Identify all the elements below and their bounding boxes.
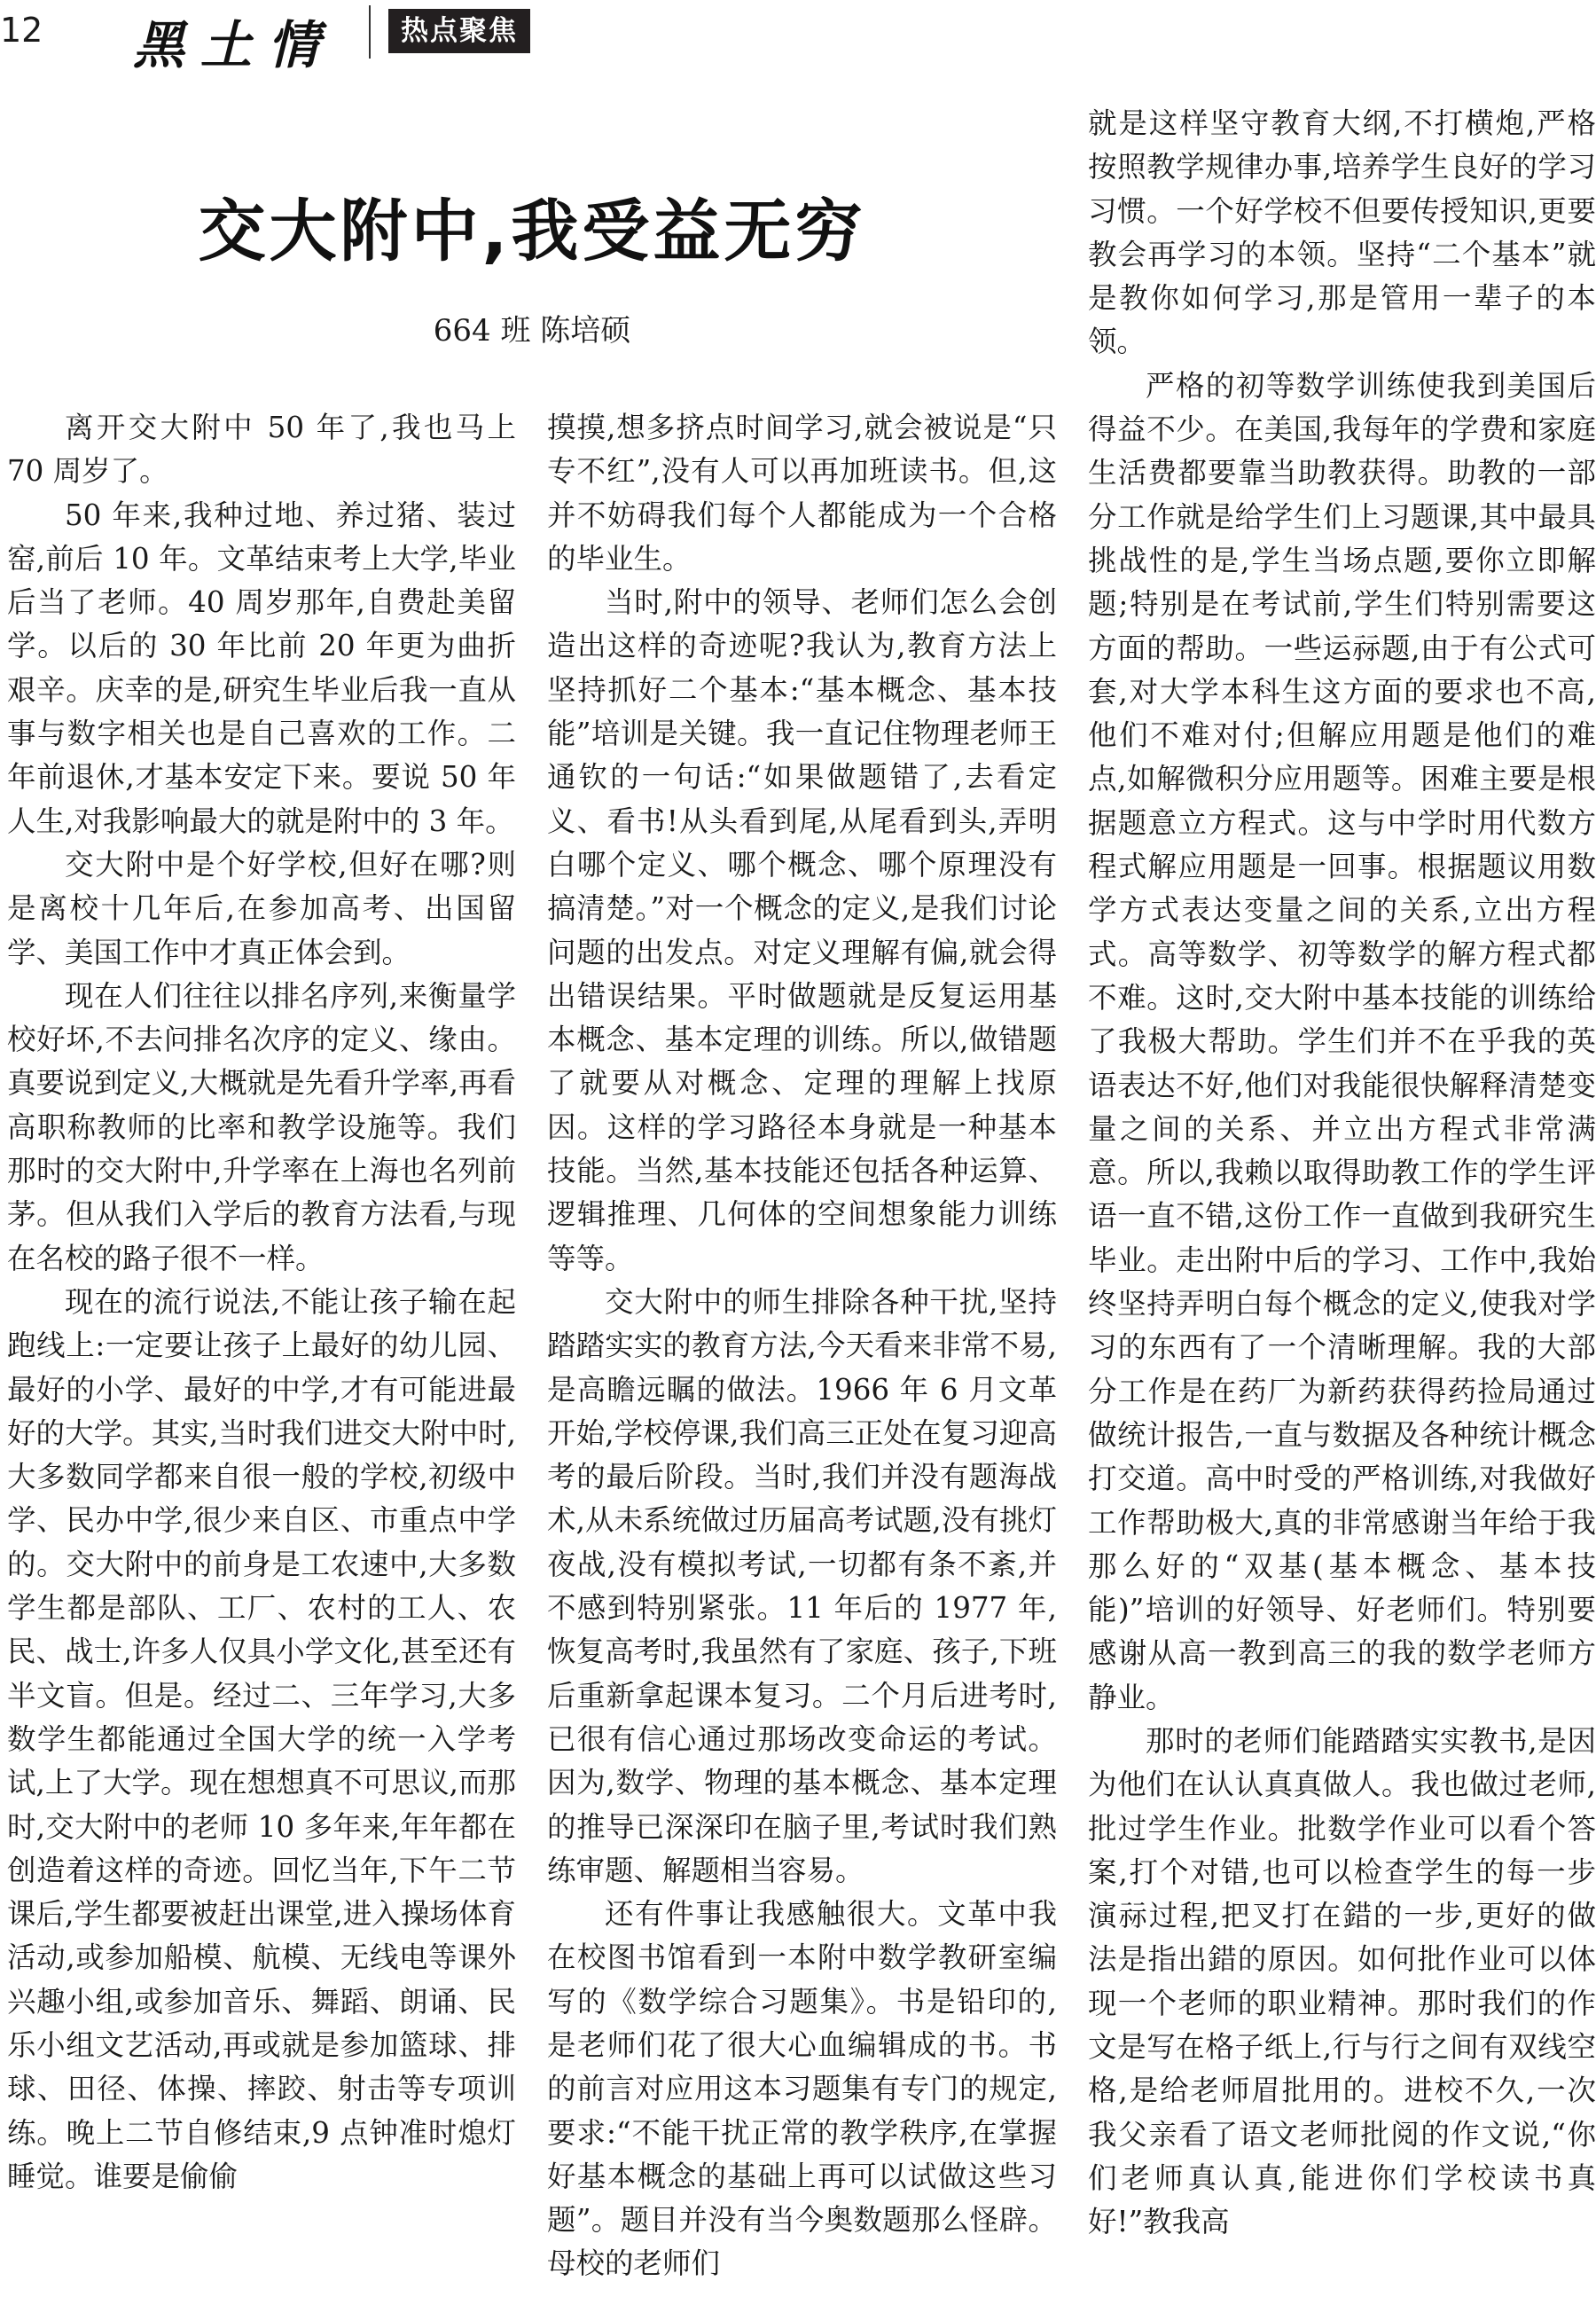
masthead-logo: 黑土情	[133, 15, 336, 75]
paragraph: 交大附中的师生排除各种干扰,坚持踏踏实实的教育方法,今天看来非常不易,是高瞻远瞩的做法。1966 年 6 月文革开始,学校停课,我们高三正处在复习迎高考的最后阶段。当时,我们并没有题海战术,从未系统做过历届高考试题,没有挑灯夜战,没有模拟考试,一切都有条不紊,并不感到特别紧张。11 年后的 1977 年,恢复高考时,我虽然有了家庭、孩子,下班后重新拿起课本复习。二个月后进考时,已很有信心通过那场改变命运的考试。因为,数学、物理的基本概念、基本定理的推导已深深印在脑子里,考试时我们熟练审题、解题相当容易。	[547, 1284, 1057, 1887]
paragraph: 还有件事让我感触很大。文革中我在校图书馆看到一本附中数学教研室编写的《数学综合习题集》。书是铅印的,是老师们花了很大心血编辑成的书。书的前言对应用这本习题集有专门的规定,要求:“不能干扰正常的教学秩序,在掌握好基本概念的基础上再可以试做这些习题”。题目并没有当今奥数题那么怪辟。母校的老师们	[547, 1897, 1057, 2281]
paragraph-continued: 就是这样坚守教育大纲,不打横炮,严格按照教学规律办事,培养学生良好的学习习惯。一个好学校不但要传授知识,更要教会再学习的本领。坚持“二个基本”就是教你如何学习,那是管用一辈子的本领。	[1088, 106, 1596, 359]
paragraph: 交大附中是个好学校,但好在哪?则是离校十几年后,在参加高考、出国留学、美国工作中才真正体会到。	[7, 847, 516, 969]
paragraph: 现在人们往往以排名序列,来衡量学校好坏,不去问排名次序的定义、缘由。真要说到定义,大概就是先看升学率,再看高职称教师的比率和教学设施等。我们那时的交大附中,升学率在上海也名列前茅。但从我们入学后的教育方法看,与现在名校的路子很不一样。	[7, 978, 516, 1275]
paragraph: 50 年来,我种过地、养过猪、装过窑,前后 10 年。文革结束考上大学,毕业后当了老师。40 周岁那年,自费赴美留学。以后的 30 年比前 20 年更为曲折艰辛。庆幸的是,研究生毕业后我一直从事与数字相关也是自己喜欢的工作。二年前退休,才基本安定下来。要说 50 年人生,对我影响最大的就是附中的 3 年。	[7, 498, 516, 838]
text-column-3	[1088, 102, 1596, 2245]
paragraph: 现在的流行说法,不能让孩子输在起跑线上:一定要让孩子上最好的幼儿园、最好的小学、最好的中学,才有可能进最好的大学。其实,当时我们进交大附中时,大多数同学都来自很一般的学校,初级中学、民办中学,很少来自区、市重点中学的。交大附中的前身是工农速中,大多数学生都是部队、工厂、农村的工人、农民、战士,许多人仅具小学文化,甚至还有半文盲。但是。经过二、三年学习,大多数学生都能通过全国大学的统一入学考试,上了大学。现在想想真不可思议,而那时,交大附中的老师 10 多年来,年年都在创造着这样的奇迹。回忆当年,下午二节课后,学生都要被赶出课堂,进入操场体育活动,或参加船模、航模、无线电等课外兴趣小组,或参加音乐、舞蹈、朗诵、民乐小组文艺活动,再或就是参加篮球、排球、田径、体操、摔跤、射击等专项训练。晚上二节自修结束,9 点钟准时熄灯睡觉。谁要是偷偷	[7, 1284, 516, 2193]
paragraph: 严格的初等数学训练使我到美国后得益不少。在美国,我每年的学费和家庭生活费都要靠当助教获得。助教的一部分工作就是给学生们上习题课,其中最具挑战性的是,学生当场点题,要你立即解题;特别是在考试前,学生们特别需要这方面的帮助。一些运祘题,由于有公式可套,对大学本科生这方面的要求也不高,他们不难对付;但解应用题是他们的难点,如解微积分应用题等。困难主要是根据题意立方程式。这与中学时用代数方程式解应用题是一回事。根据题议用数学方式表达变量之间的关系,立出方程式。高等数学、初等数学的解方程式都不难。这时,交大附中基本技能的训练给了我极大帮助。学生们并不在乎我的英语表达不好,他们对我能很快解释清楚变量之间的关系、并立出方程式非常满意。所以,我赖以取得助教工作的学生评语一直不错,这份工作一直做到我研究生毕业。走出附中后的学习、工作中,我始终坚持弄明白每个概念的定义,使我对学习的东西有了一个清晰理解。我的大部分工作是在药厂为新药获得药捡局通过做统计报告,一直与数据及各种统计概念打交道。高中时受的严格训练,对我做好工作帮助极大,真的非常感谢当年给于我那么好的“双基(基本概念、基本技能)”培训的好领导、好老师们。特别要感谢从高一教到高三的我的数学老师方静业。	[1088, 368, 1596, 1714]
header-divider	[369, 5, 371, 59]
text-column-2	[547, 406, 1057, 2286]
page-number: 12	[0, 11, 43, 50]
paragraph: 当时,附中的领导、老师们怎么会创造出这样的奇迹呢?我认为,教育方法上坚持抓好二个基本:“基本概念、基本技能”培训是关键。我一直记住物理老师王通钦的一句话:“如果做题错了,去看定义、看书!从头看到尾,从尾看到头,弄明白哪个定义、哪个概念、哪个原理没有搞清楚。”对一个概念的定义,是我们讨论问题的出发点。对定义理解有偏,就会得出错误结果。平时做题就是反复运用基本概念、基本定理的训练。所以,做错题了就要从对概念、定理的理解上找原因。这样的学习路径本身就是一种基本技能。当然,基本技能还包括各种运算、逻辑推理、几何体的空间想象能力训练等等。	[547, 585, 1057, 1275]
text-column-1	[7, 406, 516, 2199]
page-header	[0, 0, 1596, 75]
paragraph: 那时的老师们能踏踏实实教书,是因为他们在认认真真做人。我也做过老师,批过学生作业。批数学作业可以看个答案,打个对错,也可以检查学生的每一步演祘过程,把叉打在錯的一步,更好的做法是指出錯的原因。如何批作业可以体现一个老师的职业精神。那时我们的作文是写在格子纸上,行与行之间有双线空格,是给老师眉批用的。进校不久,一次我父亲看了语文老师批阅的作文说,“你们老师真认真,能进你们学校读书真好!”教我高	[1088, 1723, 1596, 2239]
article-byline: 664 班 陈培硕	[433, 313, 631, 349]
section-label: 热点聚焦	[388, 9, 530, 53]
article-title: 交大附中,我受益无穷	[198, 192, 866, 270]
paragraph: 离开交大附中 50 年了,我也马上 70 周岁了。	[7, 411, 516, 489]
paragraph-continued: 摸摸,想多挤点时间学习,就会被说是“只专不红”,没有人可以再加班读书。但,这并不妨碍我们每个人都能成为一个合格的毕业生。	[547, 411, 1057, 576]
